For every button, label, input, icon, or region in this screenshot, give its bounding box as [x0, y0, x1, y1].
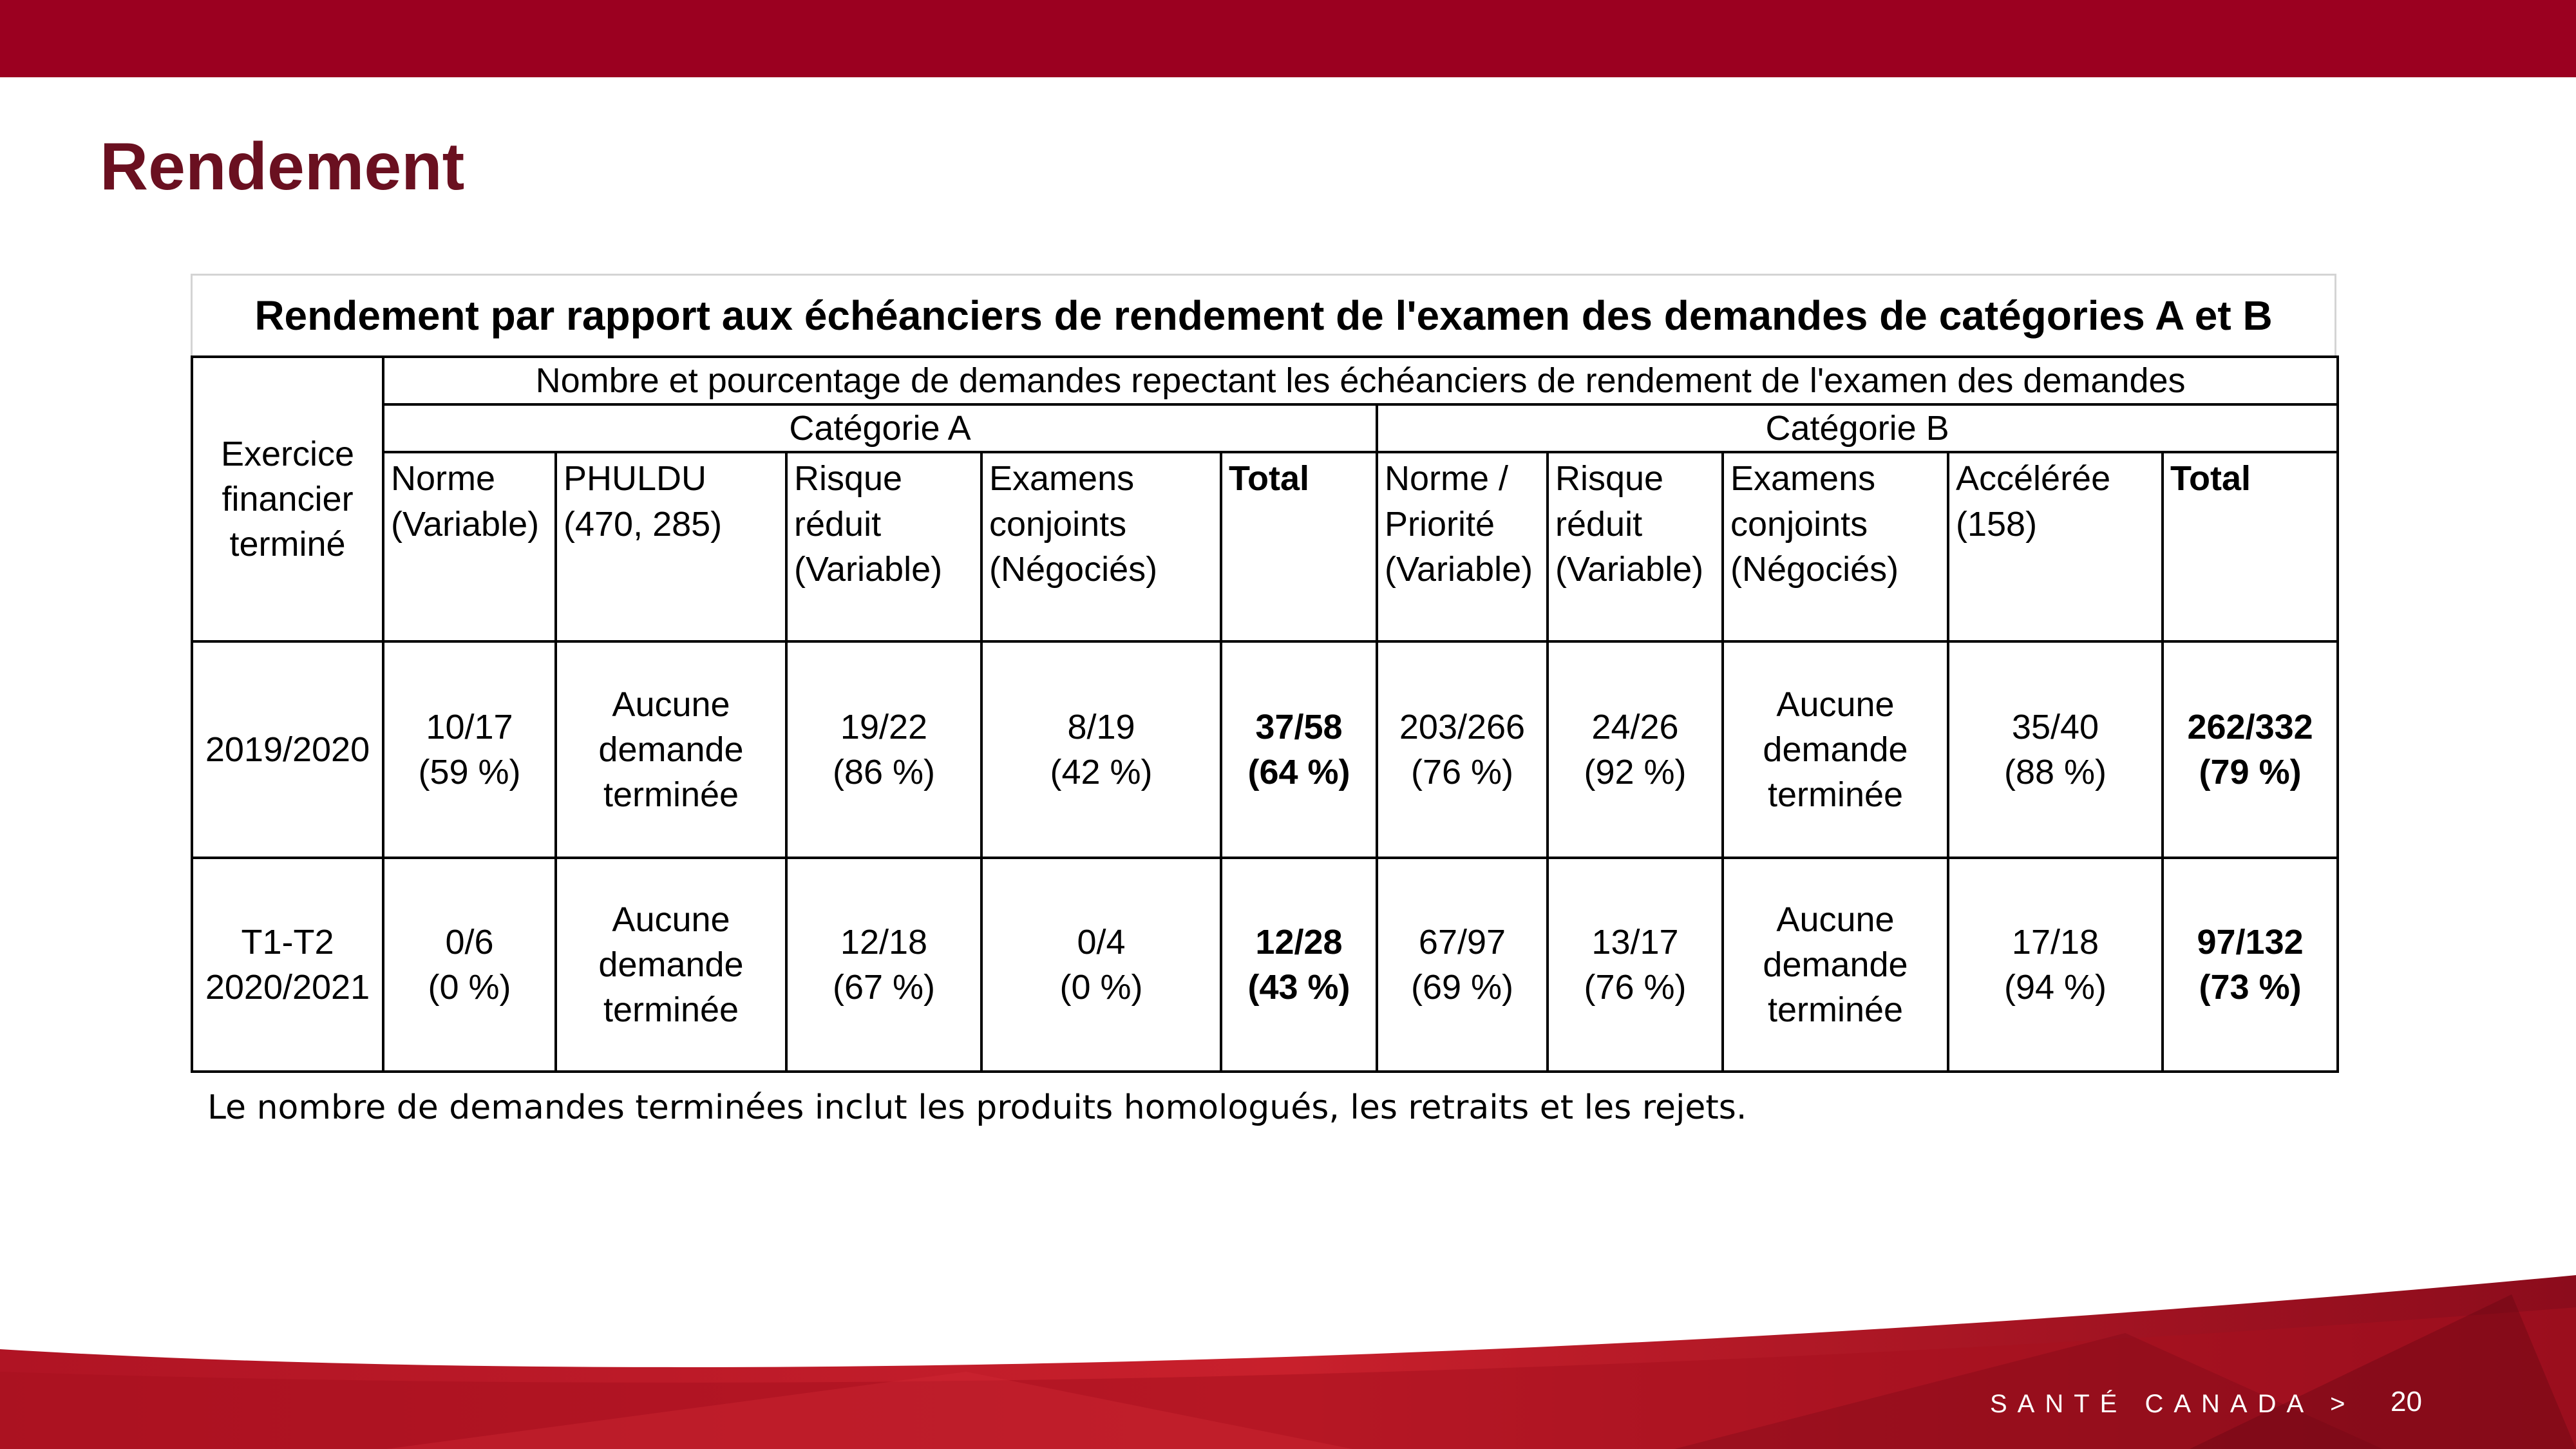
cell-line: 262/332	[2187, 708, 2313, 747]
cell-line: (Négociés)	[1730, 549, 1899, 589]
top-color-band	[0, 0, 2576, 77]
cell-line: 37/58	[1255, 708, 1343, 747]
cell-line: Total	[2170, 459, 2251, 498]
cell-line: (42 %)	[1050, 753, 1153, 792]
cell-line: financier	[222, 480, 354, 519]
cell-line: (158)	[1956, 504, 2038, 544]
table-cell	[383, 641, 556, 858]
cell-line: (79 %)	[2199, 753, 2302, 792]
cell-line: Norme /	[1385, 459, 1509, 498]
footnote: Le nombre de demandes terminées inclut les produits homologués, les retraits et les rejets.	[207, 1088, 1747, 1127]
cell-line: (76 %)	[1410, 753, 1514, 792]
table-supertitle: Nombre et pourcentage de demandes repectant les échéanciers de rendement de l'examen des demandes	[383, 357, 2338, 404]
cell-line: demande	[598, 730, 744, 770]
cell-line: conjoints	[989, 504, 1127, 544]
table-cell	[1548, 641, 1723, 858]
cell-line: (92 %)	[1584, 753, 1687, 792]
cell-line: (0 %)	[428, 968, 511, 1007]
cell-line: T1-T2	[241, 923, 334, 962]
cell-line: (Variable)	[794, 549, 943, 589]
table-cell	[981, 641, 1221, 858]
cell-line: terminée	[603, 775, 739, 815]
page-number: 20	[2391, 1386, 2422, 1417]
cell-line: (Variable)	[391, 504, 540, 544]
table-cell	[383, 858, 556, 1072]
table-cell	[556, 641, 786, 858]
column-header	[786, 452, 981, 641]
cell-line: 0/6	[445, 923, 494, 962]
cell-line: 12/28	[1255, 923, 1343, 962]
column-header	[1221, 452, 1377, 641]
table-cell	[556, 858, 786, 1072]
table-cell	[1723, 858, 1948, 1072]
cell-line: (Variable)	[1385, 549, 1533, 589]
cell-line: (0 %)	[1059, 968, 1143, 1007]
cell-line: 8/19	[1067, 708, 1135, 747]
cell-line: demande	[1763, 945, 1908, 985]
row-label	[192, 641, 383, 858]
table-cell	[1377, 641, 1548, 858]
table-cell	[1723, 641, 1948, 858]
cell-line: (Variable)	[1555, 549, 1704, 589]
cell-line: demande	[598, 945, 744, 985]
cell-line: Total	[1229, 459, 1309, 498]
cell-line: demande	[1763, 730, 1908, 770]
cell-line: Aucune	[612, 685, 730, 724]
table-cell	[2163, 858, 2338, 1072]
table-cell	[786, 641, 981, 858]
category-b-header: Catégorie B	[1377, 404, 2338, 452]
cell-line: Risque	[794, 459, 903, 498]
cell-line: conjoints	[1730, 504, 1868, 544]
cell-line: terminée	[1767, 990, 1904, 1030]
table-cell	[1948, 641, 2163, 858]
table-cell	[1377, 858, 1548, 1072]
cell-line: 97/132	[2197, 923, 2304, 962]
cell-line: terminé	[229, 525, 346, 564]
cell-line: PHULDU	[564, 459, 707, 498]
cell-line: (67 %)	[832, 968, 936, 1007]
cell-line: 13/17	[1591, 923, 1679, 962]
cell-line: terminée	[1767, 775, 1904, 815]
table-cell	[1548, 858, 1723, 1072]
column-header	[383, 452, 556, 641]
column-header	[981, 452, 1221, 641]
cell-line: (88 %)	[2003, 753, 2107, 792]
cell-line: 2020/2021	[205, 968, 370, 1007]
column-header	[2163, 452, 2338, 641]
cell-line: Aucune	[1776, 900, 1895, 940]
column-header	[1948, 452, 2163, 641]
cell-line: (69 %)	[1410, 968, 1514, 1007]
table-caption: Rendement par rapport aux échéanciers de rendement de l'examen des demandes de catégories A et B	[191, 274, 2336, 355]
cell-line: (Négociés)	[989, 549, 1158, 589]
cell-line: 203/266	[1399, 708, 1526, 747]
cell-line: Norme	[391, 459, 496, 498]
cell-line: réduit	[1555, 504, 1643, 544]
table-cell	[786, 858, 981, 1072]
cell-line: (73 %)	[2199, 968, 2302, 1007]
table-cell	[2163, 641, 2338, 858]
cell-line: 10/17	[426, 708, 513, 747]
cell-line: (76 %)	[1584, 968, 1687, 1007]
column-header	[1723, 452, 1948, 641]
cell-line: Aucune	[1776, 685, 1895, 724]
table-cell	[981, 858, 1221, 1072]
cell-line: (64 %)	[1247, 753, 1350, 792]
cell-line: 24/26	[1591, 708, 1679, 747]
cell-line: 35/40	[2011, 708, 2099, 747]
cell-line: Accélérée	[1956, 459, 2111, 498]
cell-line: (43 %)	[1247, 968, 1350, 1007]
page-title: Rendement	[100, 129, 465, 204]
column-header	[1377, 452, 1548, 641]
table-cell	[1221, 858, 1377, 1072]
cell-line: réduit	[794, 504, 882, 544]
cell-line: (94 %)	[2003, 968, 2107, 1007]
performance-table	[191, 355, 2339, 1073]
cell-line: Aucune	[612, 900, 730, 940]
cell-line: 17/18	[2011, 923, 2099, 962]
cell-line: (86 %)	[832, 753, 936, 792]
cell-line: (59 %)	[418, 753, 521, 792]
row-label	[192, 858, 383, 1072]
cell-line: 0/4	[1077, 923, 1126, 962]
column-header	[556, 452, 786, 641]
cell-line: Risque	[1555, 459, 1664, 498]
table-cell	[1221, 641, 1377, 858]
footer-swoosh-graphic	[0, 1275, 2576, 1449]
cell-line: 19/22	[840, 708, 928, 747]
column-header	[1548, 452, 1723, 641]
cell-line: (470, 285)	[564, 504, 723, 544]
category-a-header: Catégorie A	[383, 404, 1377, 452]
cell-line: Examens	[989, 459, 1135, 498]
cell-line: terminée	[603, 990, 739, 1030]
table-cell	[1948, 858, 2163, 1072]
cell-line: 67/97	[1418, 923, 1506, 962]
cell-line: 12/18	[840, 923, 928, 962]
cell-line: 2019/2020	[205, 730, 370, 770]
row-header-fiscal-year	[192, 357, 383, 641]
sante-canada-brand: SANTÉ CANADA >	[1990, 1390, 2356, 1418]
cell-line: Priorité	[1385, 504, 1495, 544]
cell-line: Exercice	[220, 434, 355, 473]
cell-line: Examens	[1730, 459, 1876, 498]
